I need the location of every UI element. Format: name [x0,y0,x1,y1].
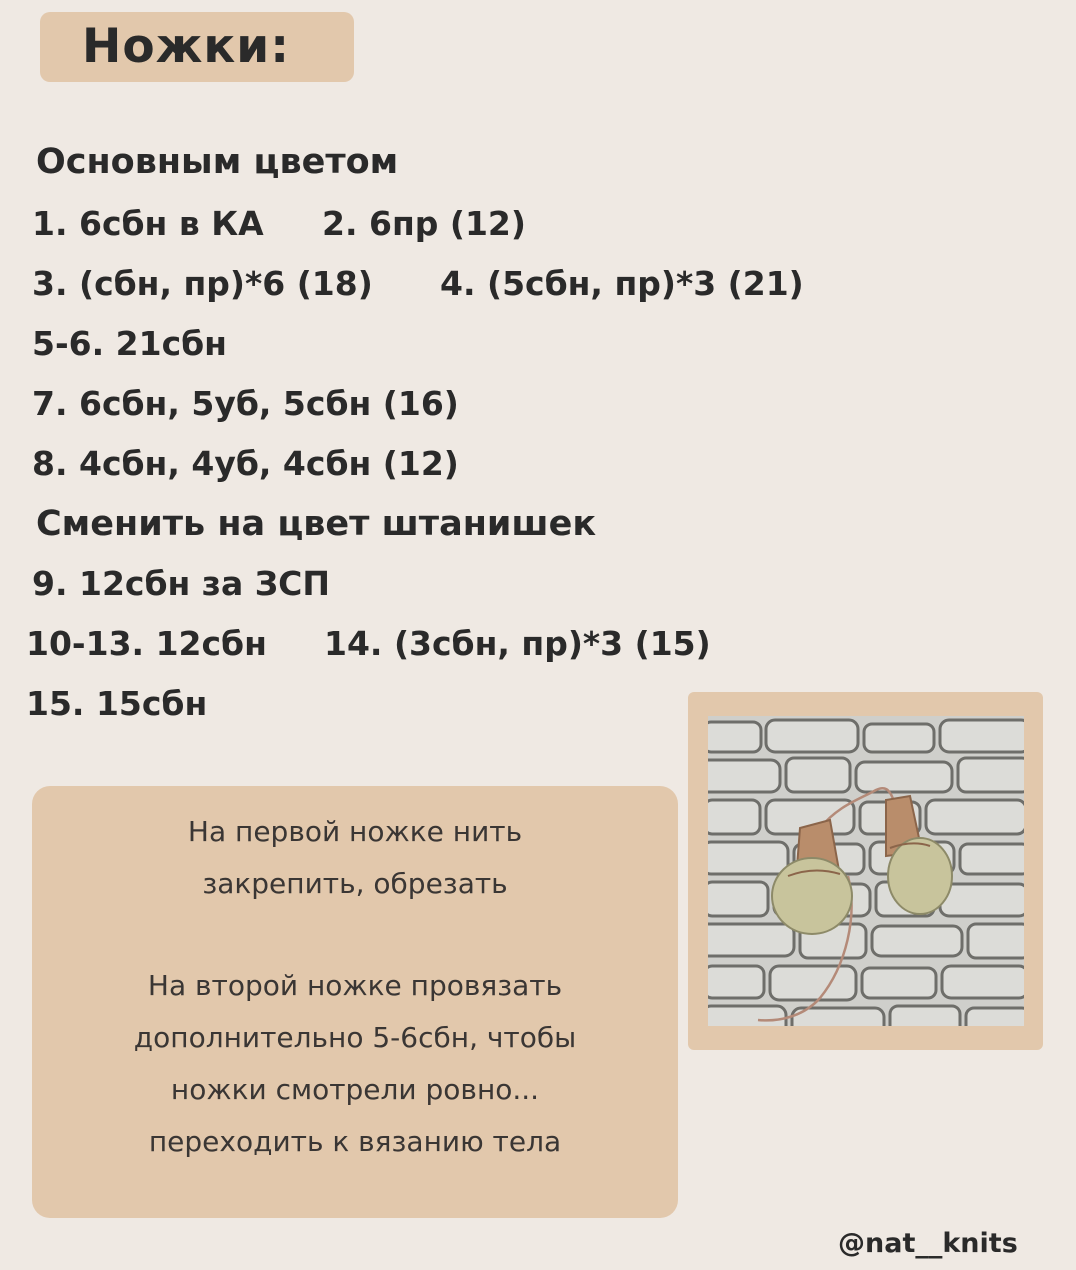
row-14: 14. (3сбн, пр)*3 (15) [324,624,711,663]
author-credit: @nat__knits [838,1228,1018,1259]
row-15: 15. 15сбн [26,684,208,723]
note-line-2: закрепить, обрезать [202,867,508,900]
page-title: Ножки: [82,19,291,74]
row-5-6: 5-6. 21сбн [32,324,227,363]
change-color-heading: Сменить на цвет штанишек [36,504,597,544]
row-3: 3. (сбн, пр)*6 (18) [32,264,373,303]
crochet-legs-illustration [708,716,1024,1026]
main-color-heading: Основным цветом [36,142,399,182]
note-line-1: На первой ножке нить [187,815,523,848]
note-box [32,786,678,1218]
row-10-13: 10-13. 12сбн [26,624,267,663]
crochet-legs-photo [708,716,1024,1026]
note-line-6: переходить к вязанию тела [148,1125,562,1158]
note-line-3: На второй ножке провязать [147,969,563,1002]
note-line-4: дополнительно 5-6сбн, чтобы [133,1021,577,1054]
row-4: 4. (5сбн, пр)*3 (21) [440,264,804,303]
row-9: 9. 12сбн за ЗСП [32,564,331,603]
photo-frame [688,692,1043,1050]
row-1: 1. 6сбн в КА [32,204,264,243]
note-line-5: ножки смотрели ровно... [170,1073,540,1106]
row-7: 7. 6сбн, 5уб, 5сбн (16) [32,384,459,423]
row-8: 8. 4сбн, 4уб, 4сбн (12) [32,444,459,483]
row-2: 2. 6пр (12) [322,204,526,243]
